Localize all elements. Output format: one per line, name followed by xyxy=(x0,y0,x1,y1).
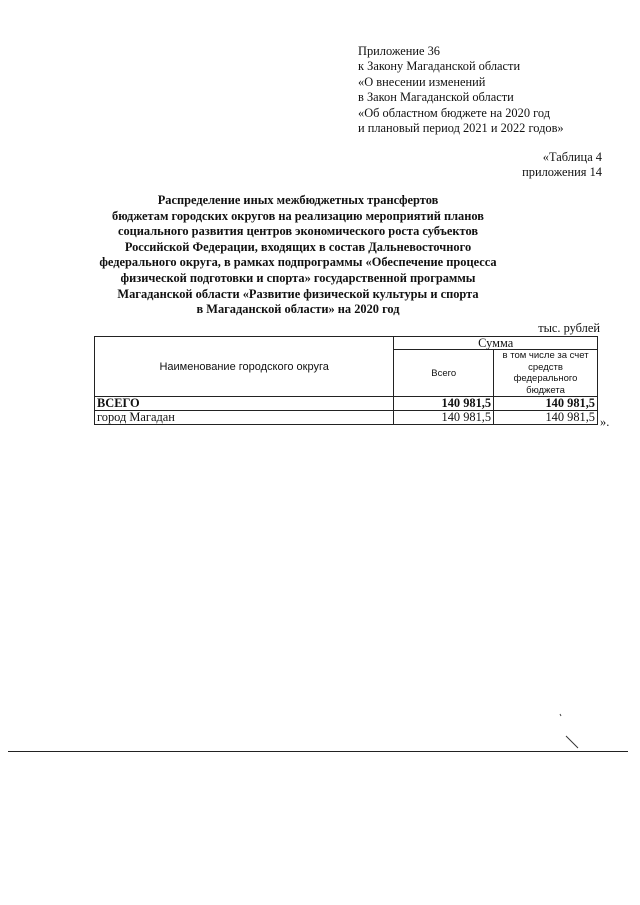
scan-dot xyxy=(560,714,561,716)
scan-stroke xyxy=(566,736,578,748)
title-line: физической подготовки и спорта» государственной программы xyxy=(120,270,476,285)
header-district-name: Наименование городского округа xyxy=(95,337,394,397)
table-row xyxy=(95,397,598,411)
table-row xyxy=(95,411,598,425)
row-name: город Магадан xyxy=(95,411,394,425)
page-divider xyxy=(8,751,628,752)
table-reference-line: «Таблица 4 xyxy=(542,150,602,164)
appendix-line: «О внесении изменений xyxy=(358,74,486,89)
header-total: Всего xyxy=(394,350,494,397)
appendix-line: и плановый период 2021 и 2022 годов» xyxy=(358,121,564,136)
row-federal: 140 981,5 xyxy=(494,411,598,425)
scan-mark xyxy=(556,710,586,750)
row-name: ВСЕГО xyxy=(95,397,394,411)
header-sum: Сумма xyxy=(394,337,598,350)
row-total: 140 981,5 xyxy=(394,411,494,425)
closing-quote: ». xyxy=(600,415,610,429)
table-reference xyxy=(522,150,602,181)
header-federal: в том числе за счет средств федерального бюджета xyxy=(494,350,598,397)
row-total: 140 981,5 xyxy=(394,397,494,411)
title-line: Российской Федерации, входящих в состав Дальневосточного xyxy=(124,239,472,254)
title-line: Магаданской области «Развитие физической культуры и спорта xyxy=(117,286,479,301)
units-label: тыс. рублей xyxy=(538,321,600,335)
title-line: федерального округа, в рамках подпрограммы «Обеспечение процесса xyxy=(99,255,497,270)
appendix-line: в Закон Магаданской области xyxy=(358,90,514,105)
table-reference-line: приложения 14 xyxy=(522,165,602,180)
document-title xyxy=(88,193,508,318)
title-line: социального развития центров экономического роста субъектов xyxy=(117,224,479,239)
title-line: в Магаданской области» на 2020 год xyxy=(196,302,400,317)
title-line: Распределение иных межбюджетных трансфертов xyxy=(157,193,439,207)
appendix-line: к Закону Магаданской области xyxy=(358,59,521,74)
row-federal: 140 981,5 xyxy=(494,397,598,411)
appendix-line: «Об областном бюджете на 2020 год xyxy=(358,105,551,120)
budget-table xyxy=(94,336,598,425)
appendix-note xyxy=(358,44,564,136)
appendix-line: Приложение 36 xyxy=(358,44,440,58)
title-line: бюджетам городских округов на реализацию мероприятий планов xyxy=(112,208,484,223)
